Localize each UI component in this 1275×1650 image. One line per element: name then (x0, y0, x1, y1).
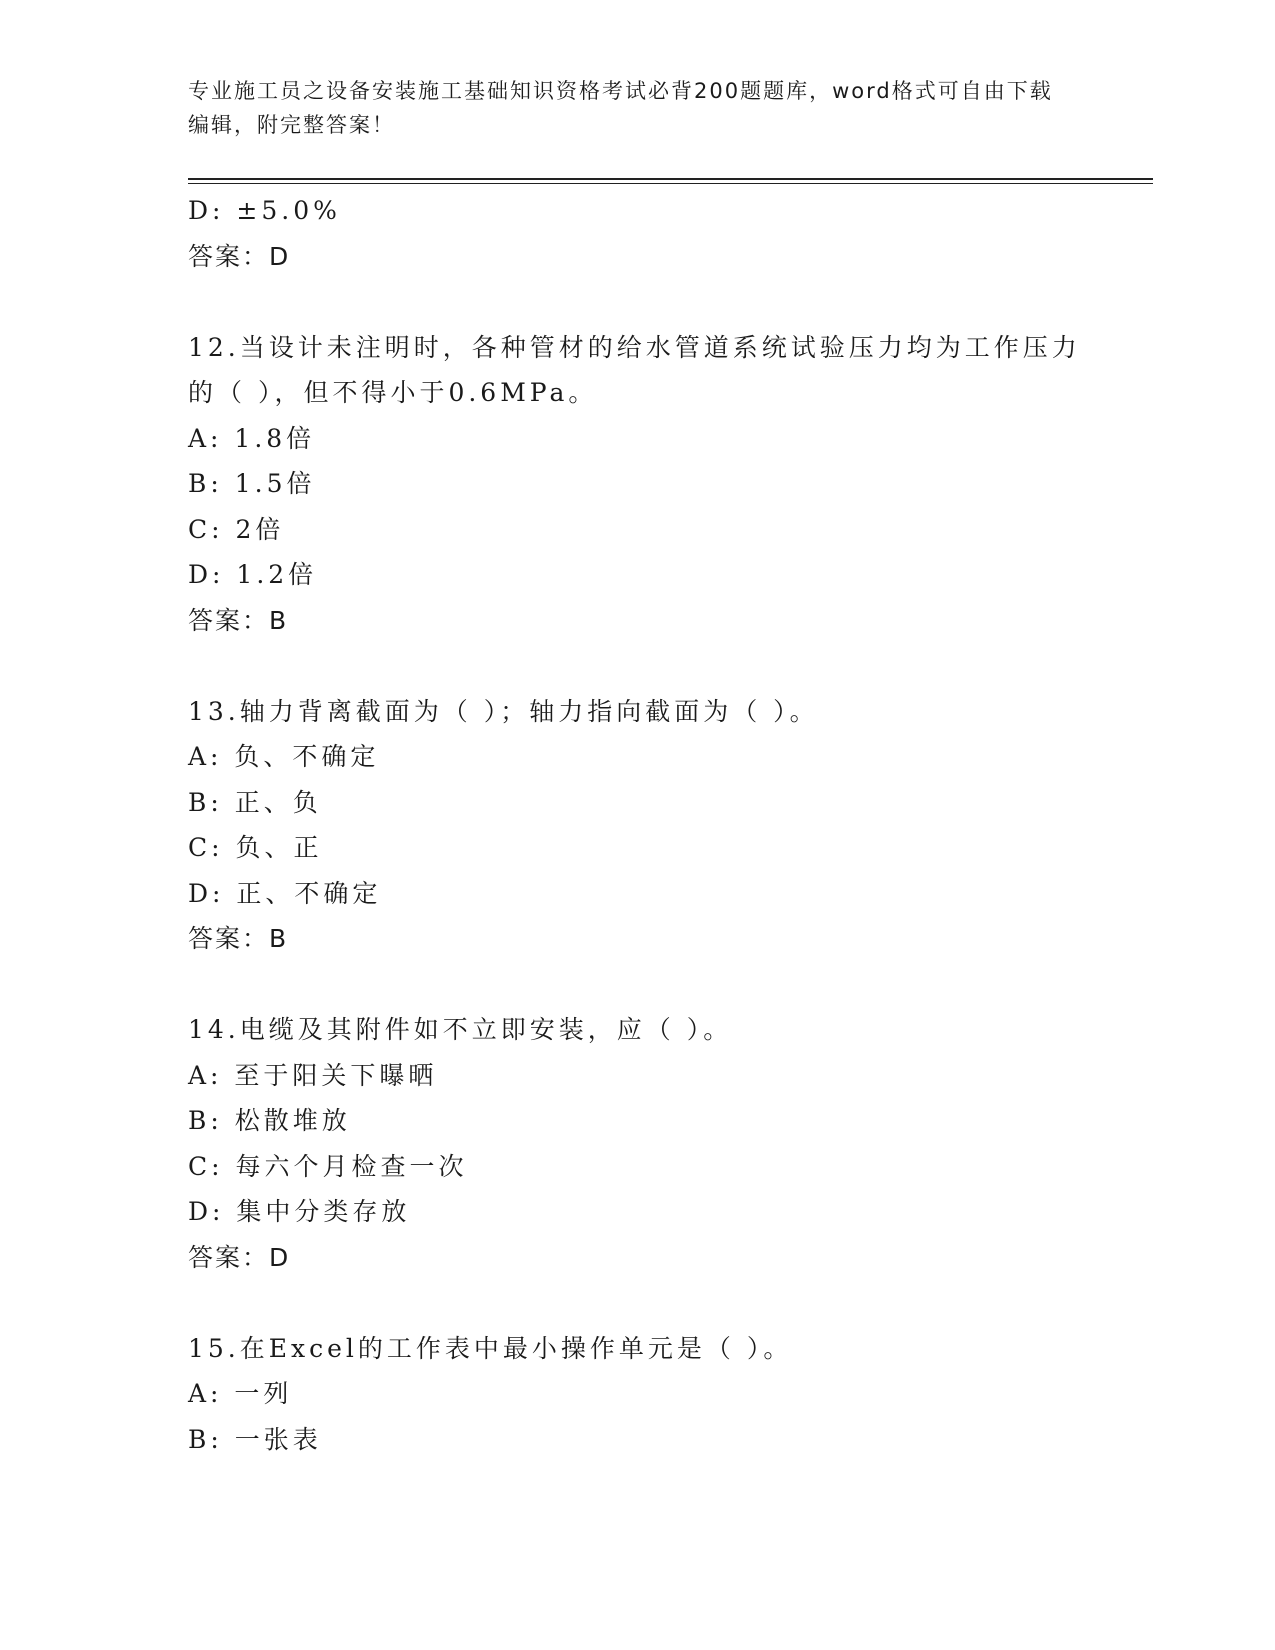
question-12-option-a: A: 1.8倍 (188, 423, 316, 453)
question-14-option-c: C: 每六个月检查一次 (188, 1151, 468, 1181)
question-list (188, 188, 1118, 1462)
question-12-answer: 答案：B (188, 605, 289, 635)
spacer (188, 962, 1118, 1008)
spacer (188, 279, 1118, 325)
header-divider (188, 178, 1153, 184)
question-14-option-d: D: 集中分类存放 (188, 1197, 411, 1226)
question-12-text: 12.当设计未注明时，各种管材的给水管道系统试验压力均为工作压力的（ ），但不得小于0.6MPa。 (188, 332, 1081, 407)
question-14-option-b: B: 松散堆放 (188, 1106, 351, 1135)
question-13-option-d: D: 正、不确定 (188, 878, 382, 908)
question-14-option-a: A: 至于阳关下曝晒 (188, 1060, 438, 1090)
question-13-text: 13.轴力背离截面为（ ）；轴力指向截面为（ ）。 (188, 696, 819, 726)
question-12-option-d: D: 1.2倍 (188, 560, 318, 589)
document-header-title: 专业施工员之设备安装施工基础知识资格考试必背200题题库，word格式可自由下载编辑，附完整答案！ (188, 79, 1053, 137)
question-13-option-a: A: 负、不确定 (188, 742, 380, 771)
prev-option-d: D: ±5.0% (188, 196, 341, 225)
question-12-option-b: B: 1.5倍 (188, 469, 316, 498)
question-12-option-c: C: 2倍 (188, 514, 285, 544)
question-14-answer: 答案：D (188, 1242, 291, 1272)
prev-answer: 答案：D (188, 241, 291, 271)
question-15-text: 15.在Excel的工作表中最小操作单元是（ ）。 (188, 1333, 793, 1363)
question-15-option-a: A: 一列 (188, 1379, 293, 1408)
question-13-option-c: C: 负、正 (188, 833, 323, 862)
question-14-text: 14.电缆及其附件如不立即安装，应（ ）。 (188, 1015, 733, 1044)
spacer (188, 1280, 1118, 1326)
spacer (188, 643, 1118, 689)
question-15-option-b: B: 一张表 (188, 1424, 322, 1454)
question-13-answer: 答案：B (188, 924, 289, 953)
question-13-option-b: B: 正、负 (188, 787, 322, 817)
